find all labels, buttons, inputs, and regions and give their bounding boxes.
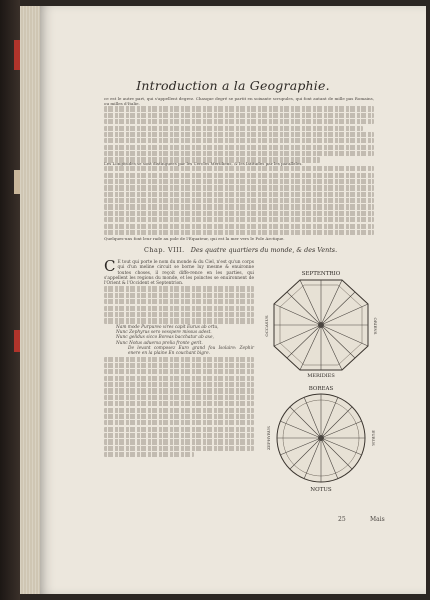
lower-wind-diagram <box>266 386 376 493</box>
latin-verse: Nam mode Purpureo vires capit Eurus ab ortu, Nunc Zephyrus sero vesspere missus adest. Nunc gelidus sicco Boreas bacchatur ab axe, Nunc Notus aduersa prelia fronte gerit. <box>116 324 219 346</box>
chapter-title: Des quatre quartiers du monde, & des Vents. <box>190 246 338 254</box>
book-page <box>40 6 426 594</box>
label-meridies: MERIDIES <box>307 373 335 379</box>
label-notus: NOTUS <box>310 487 332 493</box>
wind-rose-figure <box>264 266 378 496</box>
label-zephyrus: ZEPHYRUS <box>266 426 271 450</box>
body-text-column: C E tout qui porte le nom du monde & du Ciel, n'est qu'un corps qui d'un meline circuit se borne luy mesme & enuironne toutes choses, il reçoit diffe-rence en les parties, qui s'appellent les regions du monde, et les poinctes se enuironnent de l'Orient & l'Occident et Septentrion. Nam mode Purpureo vires capit Eurus ab ortu, Nunc Zephyrus sero vesspere missus adest. Nunc gelidus sicco Boreas bacchatur ab axe, Nunc Notus aduersa prelia fronte gerit. De levant composez Euro grand fou Isolaire: Zephir enere en la plaine En couchant bigre. <box>104 260 254 459</box>
label-boreas: BOREAS <box>308 386 334 392</box>
running-head: Introduction a la Geographie. <box>136 78 330 93</box>
label-septentrio: SEPTENTRIO <box>301 271 341 277</box>
catchword: Mais <box>370 516 385 523</box>
upper-wind-diagram <box>264 271 378 379</box>
chapter-heading <box>144 246 384 254</box>
intro-paragraph-2: Les Longitudes se sont distinguees par les Cercles Meridiens, & les latitudes par les paralleles. Quelques-uns font leur rade au pole de l'Equateur, qui est la mer vers le Pole Arctique. <box>104 161 374 242</box>
label-oriens: ORIENS <box>373 317 378 335</box>
intro-paragraph: ce est le autre part, qui s'appellent degrez. Chasque degré se partit en soixante scrupules, qui font autant de mille pas Romains, ou milles d'Italie. <box>104 96 374 164</box>
page-number: 25 <box>338 516 346 523</box>
chapter-number: Chap. VIII. <box>144 246 185 254</box>
label-occasus: OCCASUS <box>264 315 269 337</box>
drop-cap: C <box>104 257 116 275</box>
label-eurus: EURUS <box>371 430 376 446</box>
